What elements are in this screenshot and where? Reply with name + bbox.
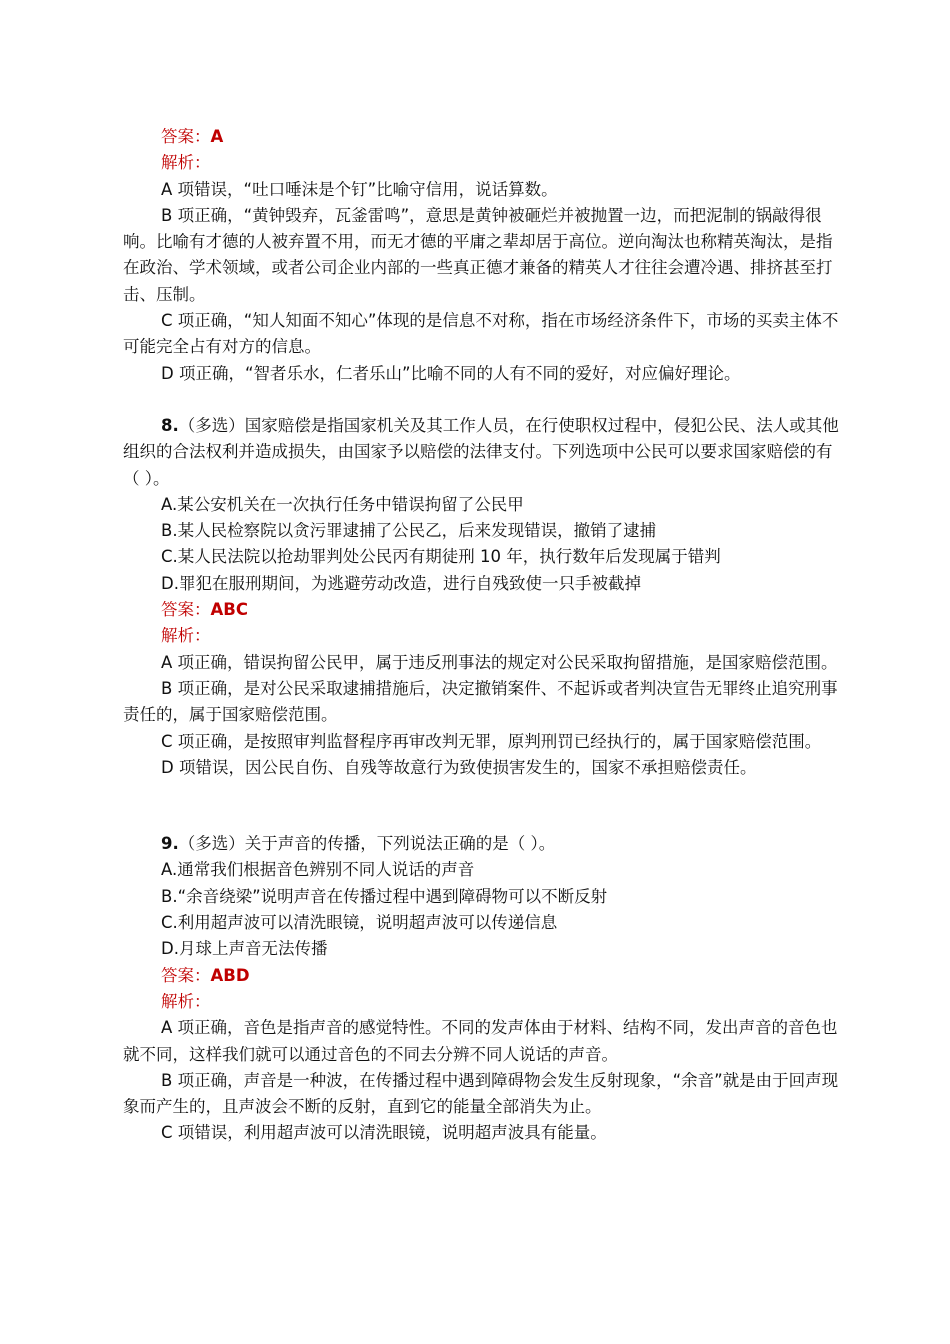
q7-analysis-label: 解析： [161,153,211,173]
q7-answer-value: A [210,127,224,146]
q8-option-c: C.某人民法院以抢劫罪判处公民丙有期徒刑 10 年，执行数年后发现属于错判 [161,547,721,567]
q9-explanation-a: A 项正确，音色是指声音的感觉特性。不同的发声体由于材料、结构不同，发出声音的音色也就不同，这样我们就可以通过音色的不同去分辨不同人说话的声音。 [123,1018,838,1064]
q9-option-b: B.“余音绕梁”说明声音在传播过程中遇到障碍物可以不断反射 [161,886,608,906]
q9-stem [123,831,843,857]
q8-option-b: B.某人民检察院以贪污罪逮捕了公民乙，后来发现错误，撤销了逮捕 [161,521,657,541]
q9-explanation-c: C 项错误，利用超声波可以清洗眼镜，说明超声波具有能量。 [161,1123,607,1143]
q9-option-d: D.月球上声音无法传播 [161,939,328,959]
q8-stem-text: （多选）国家赔偿是指国家机关及其工作人员，在行使职权过程中，侵犯公民、法人或其他组织的合法权利并造成损失，由国家予以赔偿的法律支付。下列选项中公民可以要求国家赔偿的有（ ）。 [123,415,839,488]
q8-answer-value: ABC [210,600,248,620]
q9-explanation-b: B 项正确，声音是一种波，在传播过程中遇到障碍物会发生反射现象，“余音”就是由于回声现象而产生的，且声波会不断的反射，直到它的能量全部消失为止。 [123,1070,839,1117]
q7-explanation-c: C 项正确，“知人知面不知心”体现的是信息不对称，指在市场经济条件下，市场的买卖主体不可能完全占有对方的信息。 [123,311,839,357]
q9-analysis-label: 解析： [161,991,211,1011]
q7-answer-line [123,124,843,150]
q7-explanation-d: D 项正确，“智者乐水，仁者乐山”比喻不同的人有不同的爱好，对应偏好理论。 [161,363,741,383]
q8-answer-label: 答案： [161,600,211,620]
q8-answer-line [123,597,843,623]
q9-option-c: C.利用超声波可以清洗眼镜，说明超声波可以传递信息 [161,913,558,933]
document-page [123,124,843,1147]
q9-number: 9. [161,834,179,854]
question-8 [123,413,843,781]
question-9 [123,831,843,1147]
q7-explanation-b: B 项正确，“黄钟毁弃，瓦釜雷鸣”，意思是黄钟被砸烂并被抛置一边，而把泥制的锅敲得很响。比喻有才德的人被弃置不用，而无才德的平庸之辈却居于高位。逆向淘汰也称精英淘汰，是指在政治、学术领域，或者公司企业内部的一些真正德才兼备的精英人才往往会遭冷遇、排挤甚至打击、压制。 [123,205,833,304]
q7-answer-label: 答案： [161,127,211,146]
q9-answer-label: 答案： [161,965,211,985]
q8-analysis-label: 解析： [161,626,211,646]
q7-answer-block [123,124,843,387]
q8-explanation-c: C 项正确，是按照审判监督程序再审改判无罪，原判刑罚已经执行的，属于国家赔偿范围。 [161,731,822,751]
q9-answer-value: ABD [210,965,250,985]
q8-number: 8. [161,415,179,435]
q8-stem [123,413,843,492]
q8-explanation-a: A 项正确，错误拘留公民甲，属于违反刑事法的规定对公民采取拘留措施，是国家赔偿范围。 [161,652,838,672]
q8-option-d: D.罪犯在服刑期间，为逃避劳动改造，进行自残致使一只手被截掉 [161,573,641,593]
q9-stem-text: （多选）关于声音的传播，下列说法正确的是（ ）。 [178,834,556,854]
q8-explanation-b: B 项正确，是对公民采取逮捕措施后，决定撤销案件、不起诉或者判决宣告无罪终止追究刑事责任的，属于国家赔偿范围。 [123,678,838,725]
q8-explanation-d: D 项错误，因公民自伤、自残等故意行为致使损害发生的，国家不承担赔偿责任。 [161,757,757,777]
q9-answer-line [123,963,843,989]
q8-option-a: A.某公安机关在一次执行任务中错误拘留了公民甲 [161,494,524,514]
q7-explanation-a: A 项错误，“吐口唾沫是个钉”比喻守信用，说话算数。 [161,179,558,199]
q9-option-a: A.通常我们根据音色辨别不同人说话的声音 [161,860,475,880]
